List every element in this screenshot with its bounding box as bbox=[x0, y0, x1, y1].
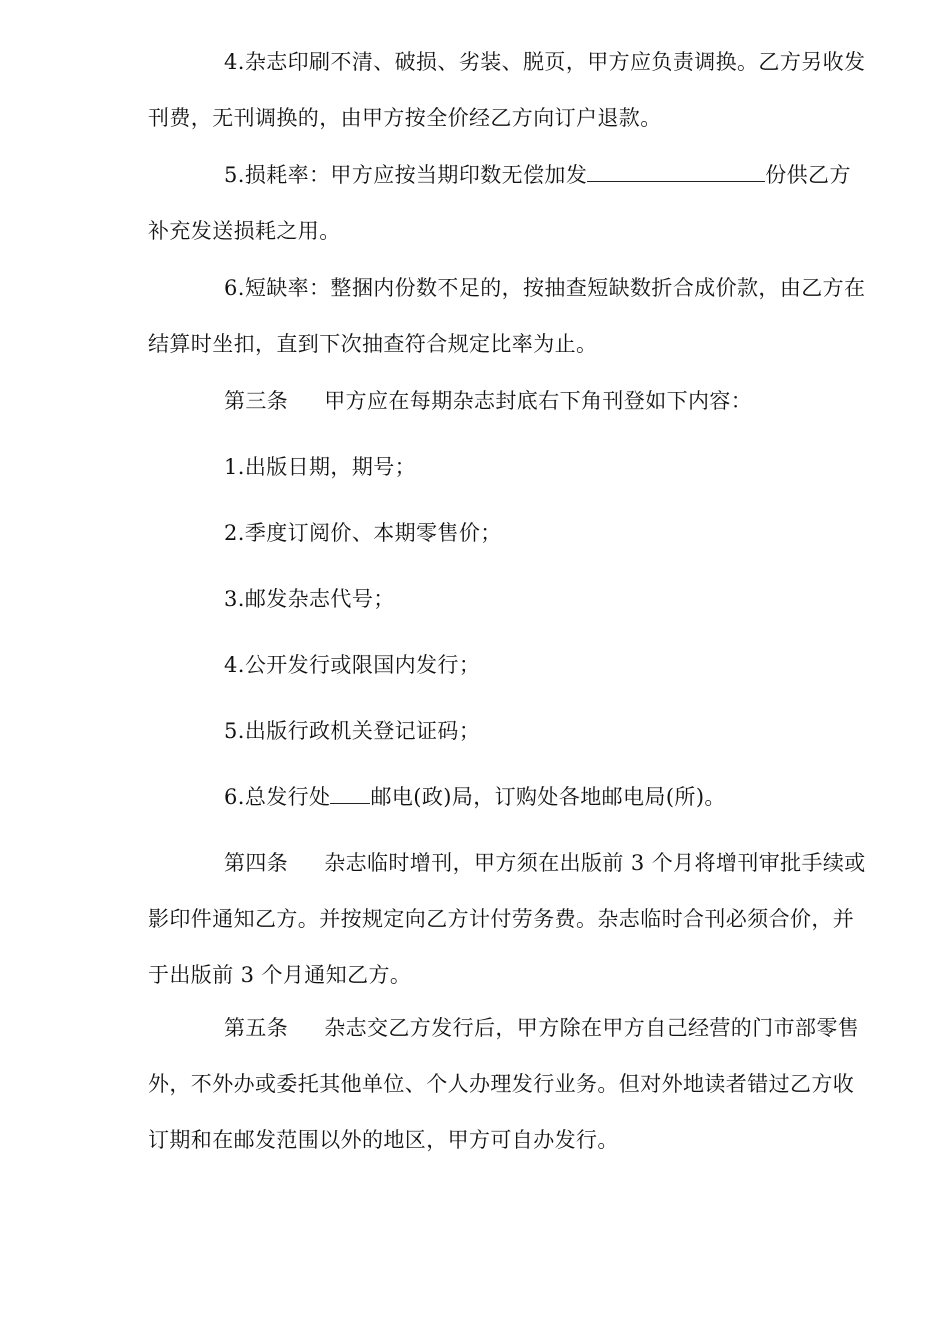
article-3-item bbox=[224, 505, 872, 561]
clause-loss-rate-text-b: 份供乙方补充发送损耗之用。 bbox=[148, 163, 851, 243]
article-3 bbox=[148, 373, 872, 429]
clause-loss-rate bbox=[148, 147, 872, 259]
article-3-text: 甲方应在每期杂志封底右下角刊登如下内容： bbox=[324, 389, 753, 413]
post-office-blank[interactable] bbox=[330, 785, 370, 804]
article-3-item bbox=[224, 637, 872, 693]
clause-shortage-rate bbox=[148, 260, 872, 372]
article-4-text: 杂志临时增刊，甲方须在出版前 3 个月将增刊审批手续或影印件通知乙方。并按规定向乙方计付劳务费。杂志临时合刊必须合价，并于出版前 3 个月通知乙方。 bbox=[148, 851, 866, 987]
article-3-item bbox=[224, 439, 872, 495]
article-3-item bbox=[224, 571, 872, 627]
article-5-title: 第五条 bbox=[224, 1016, 289, 1040]
article-3-item-text: 3.邮发杂志代号； bbox=[224, 587, 395, 611]
article-5-text: 杂志交乙方发行后，甲方除在甲方自己经营的门市部零售外，不外办或委托其他单位、个人办理发行业务。但对外地读者错过乙方收订期和在邮发范围以外的地区，甲方可自办发行。 bbox=[148, 1016, 860, 1152]
article-5 bbox=[148, 1000, 872, 1168]
article-3-item-text: 1.出版日期，期号； bbox=[224, 455, 417, 479]
article-4 bbox=[148, 835, 872, 1003]
article-3-item-text: 2.季度订阅价、本期零售价； bbox=[224, 521, 502, 545]
clause-replacement bbox=[148, 34, 872, 146]
clause-loss-rate-text-a: 5.损耗率：甲方应按当期印数无偿加发 bbox=[224, 163, 588, 187]
article-3-title: 第三条 bbox=[224, 389, 289, 413]
article-3-item-text: 5.出版行政机关登记证码； bbox=[224, 719, 481, 743]
article-3-item bbox=[224, 769, 872, 825]
article-3-item bbox=[224, 703, 872, 759]
article-3-item6-text-b: 邮电(政)局，订购处各地邮电局(所)。 bbox=[370, 785, 726, 809]
article-3-item6-text-a: 6.总发行处 bbox=[224, 785, 331, 809]
clause-shortage-rate-text: 6.短缺率：整捆内份数不足的，按抽查短缺数折合成价款，由乙方在结算时坐扣，直到下次抽查符合规定比率为止。 bbox=[148, 276, 866, 356]
article-4-title: 第四条 bbox=[224, 851, 289, 875]
loss-rate-blank[interactable] bbox=[587, 163, 765, 182]
article-3-item-text: 4.公开发行或限国内发行； bbox=[224, 653, 481, 677]
clause-replacement-text: 4.杂志印刷不清、破损、劣装、脱页，甲方应负责调换。乙方另收发刊费，无刊调换的，由甲方按全价经乙方向订户退款。 bbox=[148, 50, 866, 130]
